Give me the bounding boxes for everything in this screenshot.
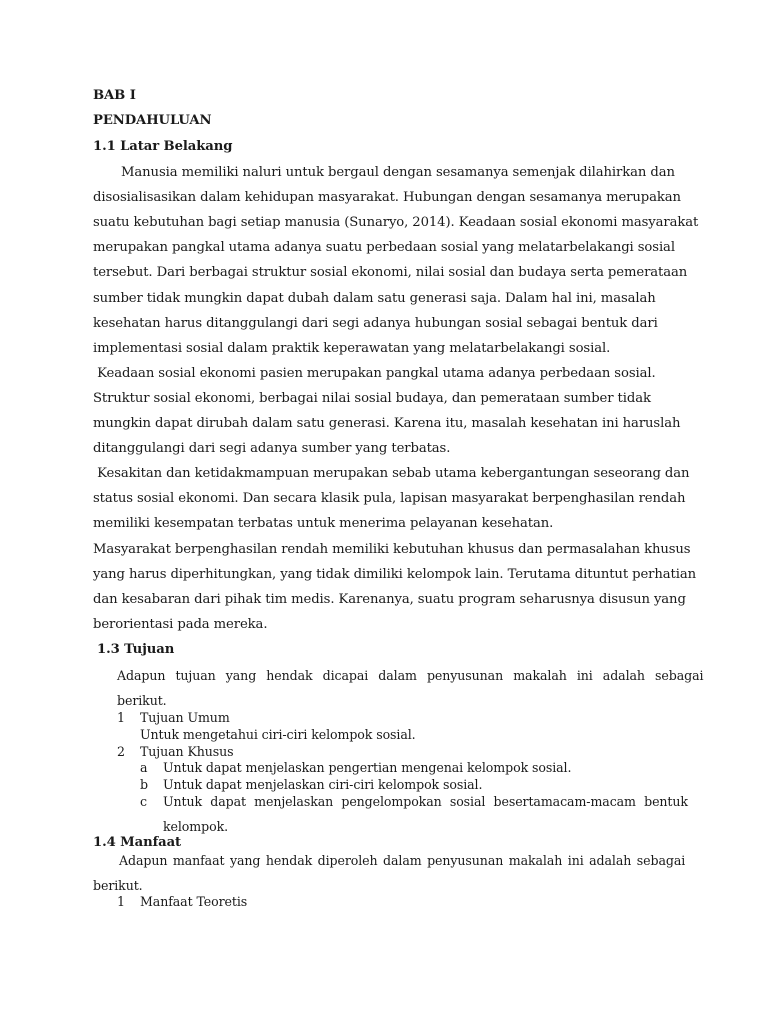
sublist-letter: c: [140, 794, 147, 809]
paragraph-line: Struktur sosial ekonomi, berbagai nilai sosial budaya, dan pemerataan sumber tidak: [93, 391, 651, 406]
list-item-label: Manfaat Teoretis: [140, 894, 248, 909]
paragraph-line: Keadaan sosial ekonomi pasien merupakan pangkal utama adanya perbedaan sosial.: [93, 366, 656, 381]
paragraph-line: ditanggulangi dari segi adanya sumber yang terbatas.: [93, 441, 451, 456]
paragraph-line: merupakan pangkal utama adanya suatu perbedaan sosial yang melatarbelakangi sosial: [93, 240, 675, 255]
list-number: 1: [117, 894, 125, 909]
sublist-text-continued: kelompok.: [163, 819, 229, 834]
paragraph-line: dan kesabaran dari pihak tim medis. Karenanya, suatu program seharusnya disusun yang: [93, 592, 686, 607]
manfaat-intro-line: Adapun manfaat yang hendak diperoleh dalam penyusunan makalah ini adalah sebagai: [119, 853, 686, 868]
paragraph-line: disosialisasikan dalam kehidupan masyarakat. Hubungan dengan sesamanya merupakan: [93, 190, 681, 205]
manfaat-intro-line: berikut.: [93, 878, 143, 893]
sublist-text: Untuk dapat menjelaskan ciri-ciri kelompok sosial.: [163, 777, 483, 792]
paragraph-line: tersebut. Dari berbagai struktur sosial ekonomi, nilai sosial dan budaya serta pemerataan: [93, 265, 688, 280]
section-heading-latar-belakang: 1.1 Latar Belakang: [93, 139, 233, 154]
paragraph-line: suatu kebutuhan bagi setiap manusia (Sunaryo, 2014). Keadaan sosial ekonomi masyarakat: [93, 215, 699, 230]
chapter-title: PENDAHULUAN: [93, 113, 212, 128]
sublist-text: Untuk dapat menjelaskan pengertian mengenai kelompok sosial.: [163, 760, 572, 775]
paragraph-line: Masyarakat berpenghasilan rendah memiliki kebutuhan khusus dan permasalahan khusus: [93, 542, 691, 557]
sublist-text: Untuk dapat menjelaskan pengelompokan sosial besertamacam-macam bentuk: [163, 794, 688, 809]
paragraph-line: yang harus diperhitungkan, yang tidak dimiliki kelompok lain. Terutama dituntut perhatian: [93, 567, 696, 582]
list-number: 1: [117, 710, 125, 725]
paragraph-line: mungkin dapat dirubah dalam satu generasi. Karena itu, masalah kesehatan ini haruslah: [93, 416, 681, 431]
paragraph-line: berorientasi pada mereka.: [93, 617, 268, 632]
list-item-label: Tujuan Khusus: [140, 744, 234, 759]
paragraph-line: status sosial ekonomi. Dan secara klasik pula, lapisan masyarakat berpenghasilan rendah: [93, 491, 686, 506]
paragraph-line: implementasi sosial dalam praktik keperawatan yang melatarbelakangi sosial.: [93, 341, 611, 356]
paragraph-line: Manusia memiliki naluri untuk bergaul dengan sesamanya semenjak dilahirkan dan: [121, 165, 675, 180]
paragraph-line: Kesakitan dan ketidakmampuan merupakan sebab utama kebergantungan seseorang dan: [93, 466, 690, 481]
tujuan-intro-line: Adapun tujuan yang hendak dicapai dalam penyusunan makalah ini adalah sebagai: [117, 668, 704, 683]
list-item-sub: Untuk mengetahui ciri-ciri kelompok sosial.: [140, 727, 416, 742]
list-item-label: Tujuan Umum: [140, 710, 230, 725]
section-heading-tujuan: 1.3 Tujuan: [97, 642, 175, 657]
sublist-letter: a: [140, 760, 148, 775]
section-heading-manfaat: 1.4 Manfaat: [93, 835, 182, 850]
paragraph-line: sumber tidak mungkin dapat dubah dalam satu generasi saja. Dalam hal ini, masalah: [93, 291, 656, 306]
paragraph-line: kesehatan harus ditanggulangi dari segi adanya hubungan sosial sebagai bentuk dari: [93, 316, 658, 331]
paragraph-line: memiliki kesempatan terbatas untuk menerima pelayanan kesehatan.: [93, 516, 554, 531]
list-number: 2: [117, 744, 125, 759]
chapter-number: BAB I: [93, 88, 136, 103]
tujuan-intro-line: berikut.: [117, 693, 167, 708]
sublist-letter: b: [140, 777, 148, 792]
